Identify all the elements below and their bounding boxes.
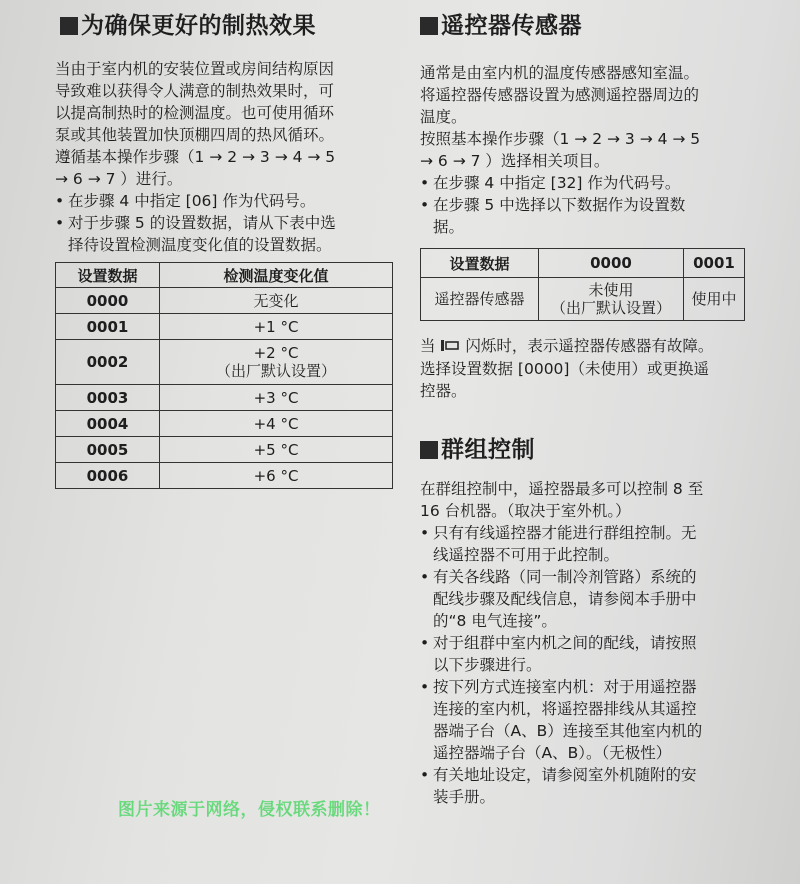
setting-code: 0004 [56, 411, 160, 437]
table-row [56, 437, 393, 463]
setting-code: 0003 [56, 385, 160, 411]
cell-0001: 使用中 [684, 278, 745, 321]
table-row [56, 340, 393, 385]
list-item: • 在步骤 4 中指定 [32] 作为代码号。 [420, 172, 765, 194]
setting-value: +3 °C [160, 385, 393, 411]
setting-code: 0005 [56, 437, 160, 463]
section-heading-remote-sensor: 遥控器传感器 [420, 8, 765, 44]
list-item: • 按下列方式连接室内机：对于用遥控器 连接的室内机，将遥控器排线从其遥控 器端子台（A、B）连接至其他室内机的 遥控器端子台（A、B）。（无极性） [420, 676, 765, 764]
indicator-lamp-icon [440, 336, 460, 358]
sensor-setting-table [420, 248, 745, 321]
list-item: • 对于步骤 5 的设置数据，请从下表中选 择待设置检测温度变化值的设置数据。 [55, 212, 395, 256]
setting-value: +1 °C [160, 314, 393, 340]
table-header: 0000 [539, 249, 684, 278]
section-heading-group-control: 群组控制 [420, 432, 765, 468]
heating-intro: 当由于室内机的安装位置或房间结构原因 导致难以获得令人满意的制热效果时，可 以提高制热时的检测温度。也可使用循环 泵或其他装置加快顶棚四周的热风循环。 遵循基本操作步骤（1 → 2 → 3 → 4 → 5 → 6 → 7 ）进行。 [55, 60, 336, 188]
table-header: 检测温度变化值 [160, 263, 393, 288]
group-intro: 在群组控制中，遥控器最多可以控制 8 至 16 台机器。（取决于室外机。） [420, 479, 704, 520]
table-row [56, 411, 393, 437]
right-column [420, 8, 765, 808]
table-row [56, 463, 393, 489]
sensor-bullets [420, 172, 765, 238]
setting-code: 0000 [56, 288, 160, 314]
table-header: 设置数据 [421, 249, 539, 278]
table-row [56, 385, 393, 411]
setting-value: +6 °C [160, 463, 393, 489]
fault-note: 当 闪烁时，表示遥控器传感器有故障。 选择设置数据 [0000]（未使用）或更换遥 控器。 [420, 337, 714, 400]
heating-offset-table [55, 262, 393, 489]
cell-0000: 未使用 （出厂默认设置） [539, 278, 684, 321]
list-item: • 在步骤 4 中指定 [06] 作为代码号。 [55, 190, 395, 212]
setting-value: +4 °C [160, 411, 393, 437]
section-heading-heating: 为确保更好的制热效果 [60, 8, 395, 44]
list-item: • 有关各线路（同一制冷剂管路）系统的 配线步骤及配线信息，请参阅本手册中 的“8 电气连接”。 [420, 566, 765, 632]
table-header-row [56, 263, 393, 288]
table-header-row [421, 249, 745, 278]
table-header: 设置数据 [56, 263, 160, 288]
setting-code: 0001 [56, 314, 160, 340]
row-label: 遥控器传感器 [421, 278, 539, 321]
setting-code: 0002 [56, 340, 160, 385]
list-item: • 有关地址设定，请参阅室外机随附的安 装手册。 [420, 764, 765, 808]
square-bullet-icon [60, 17, 78, 35]
setting-code: 0006 [56, 463, 160, 489]
table-row [56, 288, 393, 314]
square-bullet-icon [420, 17, 438, 35]
source-watermark: 图片来源于网络，侵权联系删除！ [118, 800, 381, 820]
setting-value: +2 °C （出厂默认设置） [160, 340, 393, 385]
table-header: 0001 [684, 249, 745, 278]
group-bullets [420, 522, 765, 808]
list-item: • 只有有线遥控器才能进行群组控制。无 线遥控器不可用于此控制。 [420, 522, 765, 566]
left-column [55, 8, 395, 489]
table-row [421, 278, 745, 321]
setting-value: +5 °C [160, 437, 393, 463]
table-row [56, 314, 393, 340]
list-item: • 在步骤 5 中选择以下数据作为设置数 据。 [420, 194, 765, 238]
setting-value: 无变化 [160, 288, 393, 314]
list-item: • 对于组群中室内机之间的配线，请按照 以下步骤进行。 [420, 632, 765, 676]
sensor-intro: 通常是由室内机的温度传感器感知室温。 将遥控器传感器设置为感测遥控器周边的 温度。 按照基本操作步骤（1 → 2 → 3 → 4 → 5 → 6 → 7 ）选择相关项目。 [420, 64, 701, 170]
heating-bullets [55, 190, 395, 256]
square-bullet-icon [420, 441, 438, 459]
